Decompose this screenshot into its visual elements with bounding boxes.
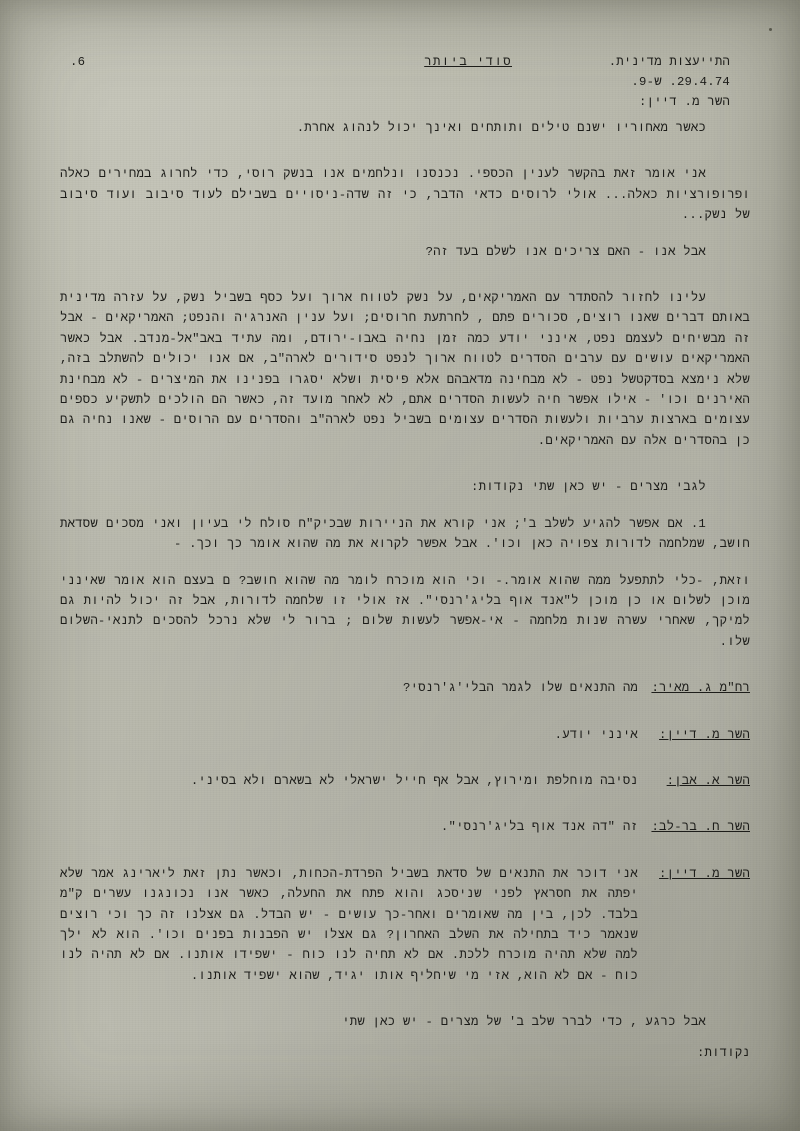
speech-block-bar-lev [60, 817, 750, 837]
document-body [60, 52, 750, 1079]
speech-text-golda-meir: מה התנאים שלו לגמר הבלי'ג'רנסי? [403, 681, 638, 696]
speech-block-golda-meir [60, 678, 750, 698]
paragraph-1: כאשר מאחוריו ישנם טילים ותותחים ואינך יכול לנהוג אחרת. [296, 121, 706, 135]
header-meeting-title: התייעצות מדינית. [608, 55, 730, 69]
header-right-block [609, 52, 730, 112]
speech-text-bar-lev: זה "דה אנד אוף בליג'רנסי". [440, 820, 638, 835]
paragraph-4: עלינו לחזור להסתדר עם האמריקאים, על נשק לטווח ארוך ועל כסף בשביל נשק, על עזרה מדינית באותם דברים שאנו רוצים, סכורים פתם , לחרתעת חרוסים; ועל ענין האנרגיה והנפט; האמריקאים - אבל זה מבשיחים לעצמם נפט, אינני יודע כמה זמן נחיה באבו-ירודם, ומה עתיד באב"אל-מנדב. אבל כאשר האמריקאים עושים עם ערבים הסדרים לטווח ארוך לנפט סידורים לארה"ב, אם אנו יכולים להשתלב בזה, שלא נימצא בסדקטשל נפט - לא מבחינה מדאבהם אלא פיסית ושלא יסגרו בפנינו את המיצרים - לא מבחינת האירנים וכו' - אילו אפשר חיה לעשות הסדרים אתם, לא לאחר מועד זה, כאשר הם הולכים לתשקיע כספים עצומים בארצות ערביות ולעשות הסדרים עצומים בשביל נפט לארה"ב והסדרים עם הרוסים - שאנו נחיה גם כן בהסדרים אלה עם האמריקאים. [60, 291, 750, 448]
page-number: 6. [70, 55, 86, 69]
closing-line-1: אבל כרגע , כדי לברר שלב ב' של מצרים - יש כאן שתי [342, 1015, 706, 1030]
speech-block-eban [60, 771, 750, 791]
speaker-label-dayan-2: השר מ. דיין: [659, 866, 750, 881]
speech-block-dayan-1 [60, 725, 750, 745]
classification-stamp: סודי ביותר [424, 55, 512, 69]
paragraph-7: וזאת, -כלי לתתפעל ממה שהוא אומר.- וכי הוא מוכרח לומר מה שהוא חושב? ם בעצם הוא אומר שאינני מוכן לשלום או כן מוכן ל"אנד אוף בליג'רנסי". אז אולי זו שלחמה לדורות, אבל זה יכול להיות גם למיקך, שאחרי עשרה שנות מלחמה - אי-אפשר לעשות שלום ; ברור לי שלא נרכל להסכים לתנאי-השלום שלו. [60, 573, 750, 649]
header-date-session: 29.4.74. ש-9. [631, 75, 730, 89]
speaker-label-eban: השר א. אבן: [666, 773, 750, 788]
paragraph-6: 1. אם אפשר להגיע לשלב ב'; אני קורא את הניירות שבכיק"ח סולח לי בעיון ואני מסכים שסדאת חושב, שמלחמה לדורות צפויה כאן וכו'. אבל אפשר לקרוא את מה שהוא אומר כך וכך. - [60, 516, 750, 552]
closing-line-2: נקודות: [696, 1045, 750, 1060]
header-speaker-note: השר מ. דיין: [639, 95, 730, 109]
speaker-label-bar-lev: השר ח. בר-לב: [651, 820, 750, 835]
speech-text-dayan-2: אני דוכר את התנאים של סדאת בשביל הפרדת-הכחות, וכאשר נתן זאת ליארינג אמר שלא יפתה את חסראץ לפני שניסכג והוא פתח את החעלה, כאשר אנו נכונגנו עשרים ק"מ בלבד. לכן, בין מה שאומרים ואחר-כך עושים - יש הבדל. גם אצלנו זה כך וכי רוצים שנאמר כיד בתחילה את השלב האחרון? גם אצלו יש הפבנות בפנים וכו'. הוא לא ילך למה שלא תהיה מוכרח ללכת. אם לא תחיה לנו כוח - ישפידו אותנו. אם לא תהיה לנו כוח - אם לא הוא, אזי מי שיחליף אותו יגיד, שהוא ישפיד אותנו. [60, 866, 638, 983]
document-header [60, 52, 750, 118]
speaker-label-golda-meir: רח"מ ג. מאיר: [651, 681, 750, 696]
speech-block-dayan-2 [60, 864, 750, 986]
speech-text-eban: נסיבה מוחלפת ומירוץ, אבל אף חייל ישראלי לא בשארם ולא בסיני. [190, 773, 638, 788]
speech-text-dayan-1: אינני יודע. [554, 727, 638, 742]
corner-dot-mark [769, 28, 772, 31]
paragraph-2: אני אומר זאת בהקשר לענין הכספי. נכנסנו ונלחמים אנו בנשק רוסי, כדי לחרוג במחירים כאלה ופרופורציות כאלה... אולי לרוסים כדאי הדבר, כי זה שדה-ניסויים בשבילם לעוד סיבוב ועוד סיבוב של נשק... [60, 167, 750, 223]
paragraph-5: לגבי מצרים - יש כאן שתי נקודות: [471, 480, 706, 495]
paragraph-3: אבל אנו - האם צריכים אנו לשלם בעד זה? [425, 244, 706, 259]
speaker-label-dayan-1: השר מ. דיין: [659, 727, 750, 742]
